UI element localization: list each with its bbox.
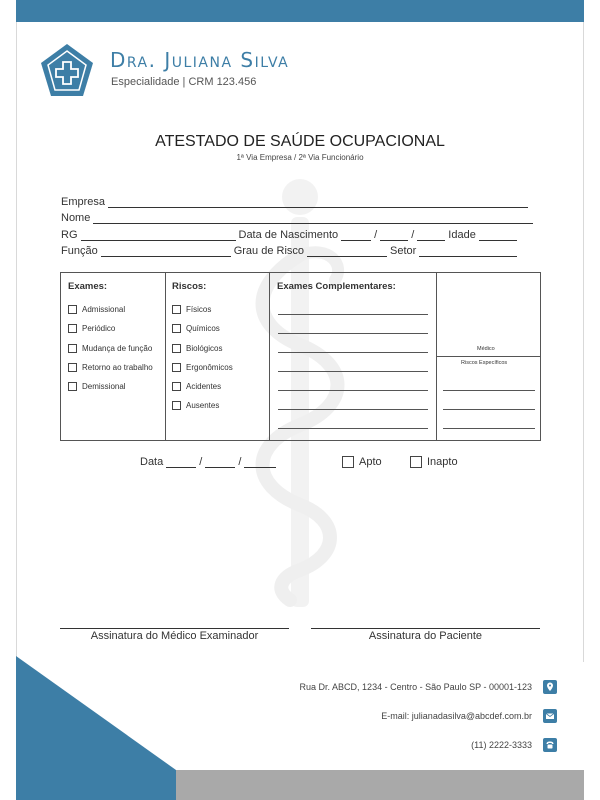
grau-risco-label: Grau de Risco xyxy=(233,245,305,257)
setor-blank[interactable] xyxy=(419,248,517,257)
document-title: ATESTADO DE SAÚDE OCUPACIONAL xyxy=(155,133,445,150)
apto-checkbox[interactable] xyxy=(342,456,354,468)
checkbox[interactable] xyxy=(172,324,181,333)
dob-year-blank[interactable] xyxy=(417,232,445,241)
corner-decoration xyxy=(16,656,176,770)
result-date-slash-2: / xyxy=(238,456,242,468)
complementares-line[interactable] xyxy=(278,371,428,372)
contact-email[interactable]: E-mail: julianadasilva@abcdef.com.br xyxy=(381,711,532,721)
empresa-field[interactable] xyxy=(61,196,531,208)
riscos-especificos-line[interactable] xyxy=(443,390,535,391)
bottom-band xyxy=(176,770,584,800)
checkbox[interactable] xyxy=(172,363,181,372)
checkbox-label: Ergonômicos xyxy=(186,363,233,372)
right-cell-divider xyxy=(436,356,541,357)
checkbox[interactable] xyxy=(68,324,77,333)
inapto-label: Inapto xyxy=(427,456,458,468)
nome-field[interactable] xyxy=(61,212,536,224)
grau-risco-blank[interactable] xyxy=(307,248,387,257)
funcao-label: Função xyxy=(61,245,98,257)
checkbox-label: Mudança de função xyxy=(82,344,153,353)
inapto-checkbox[interactable] xyxy=(410,456,422,468)
medico-label: Médico xyxy=(477,346,495,352)
checkbox[interactable] xyxy=(172,305,181,314)
phone-icon xyxy=(543,738,557,752)
funcao-row xyxy=(61,245,520,257)
risco-fisicos[interactable] xyxy=(172,305,211,314)
riscos-especificos-label: Riscos Específicos xyxy=(461,360,508,366)
medical-cross-icon xyxy=(38,42,96,100)
location-pin-icon xyxy=(543,680,557,694)
medico-signature-line[interactable] xyxy=(60,628,289,629)
setor-label: Setor xyxy=(390,245,417,257)
riscos-especificos-line[interactable] xyxy=(443,428,535,429)
funcao-blank[interactable] xyxy=(101,248,231,257)
checkbox-label: Retorno ao trabalho xyxy=(82,363,153,372)
complementares-line[interactable] xyxy=(278,428,428,429)
dob-month-blank[interactable] xyxy=(380,232,408,241)
risco-ergonomicos[interactable] xyxy=(172,363,233,372)
dob-slash-2: / xyxy=(411,229,415,241)
checkbox[interactable] xyxy=(172,382,181,391)
empresa-blank[interactable] xyxy=(108,199,528,208)
rg-dob-idade-row xyxy=(61,229,520,241)
bottom-band-accent xyxy=(16,770,176,800)
exame-periodico[interactable] xyxy=(68,324,115,333)
nome-blank[interactable] xyxy=(93,215,533,224)
medico-signature-label: Assinatura do Médico Examinador xyxy=(90,630,259,642)
dob-label: Data de Nascimento xyxy=(238,229,339,241)
inapto-option[interactable] xyxy=(410,456,458,468)
checkbox[interactable] xyxy=(172,344,181,353)
risco-quimicos[interactable] xyxy=(172,324,220,333)
exame-demissional[interactable] xyxy=(68,382,126,391)
exame-admissional[interactable] xyxy=(68,305,125,314)
top-band xyxy=(16,0,584,22)
envelope-icon xyxy=(543,709,557,723)
apto-label: Apto xyxy=(359,456,382,468)
checkbox-label: Acidentes xyxy=(186,382,222,391)
checkbox[interactable] xyxy=(68,382,77,391)
apto-option[interactable] xyxy=(342,456,382,468)
column-divider xyxy=(165,273,166,440)
complementares-line[interactable] xyxy=(278,333,428,334)
checkbox-label: Demissional xyxy=(82,382,126,391)
exame-mudanca-funcao[interactable] xyxy=(68,344,152,353)
exames-heading: Exames: xyxy=(68,281,108,292)
paciente-signature-line[interactable] xyxy=(311,628,540,629)
idade-blank[interactable] xyxy=(479,232,517,241)
column-divider xyxy=(269,273,270,440)
complementares-heading: Exames Complementares: xyxy=(277,281,396,292)
checkbox-label: Periódico xyxy=(82,324,116,333)
checkbox[interactable] xyxy=(172,401,181,410)
risco-biologicos[interactable] xyxy=(172,344,222,353)
checkbox-label: Admissional xyxy=(82,305,126,314)
exam-table xyxy=(60,272,541,441)
riscos-especificos-line[interactable] xyxy=(443,409,535,410)
checkbox-label: Químicos xyxy=(186,324,220,333)
result-year-blank[interactable] xyxy=(244,459,276,468)
nome-label: Nome xyxy=(61,212,91,224)
result-month-blank[interactable] xyxy=(205,459,235,468)
doctor-name: Dra. Juliana Silva xyxy=(110,48,290,72)
page-border-right xyxy=(583,22,584,662)
risco-ausentes[interactable] xyxy=(172,401,219,410)
page-border-left xyxy=(16,22,17,662)
rg-label: RG xyxy=(61,229,78,241)
result-date-slash-1: / xyxy=(199,456,203,468)
dob-slash-1: / xyxy=(374,229,378,241)
paciente-signature-label: Assinatura do Paciente xyxy=(368,630,483,642)
contact-phone[interactable]: (11) 2222-3333 xyxy=(471,740,532,750)
idade-label: Idade xyxy=(448,229,476,241)
dob-day-blank[interactable] xyxy=(341,232,371,241)
result-date-field xyxy=(140,456,279,468)
riscos-heading: Riscos: xyxy=(172,281,207,292)
checkbox-label: Ausentes xyxy=(186,401,220,410)
rg-blank[interactable] xyxy=(81,232,236,241)
checkbox-label: Físicos xyxy=(186,305,212,314)
result-day-blank[interactable] xyxy=(166,459,196,468)
exame-retorno-trabalho[interactable] xyxy=(68,363,153,372)
checkbox-label: Biológicos xyxy=(186,344,223,353)
complementares-line[interactable] xyxy=(278,409,428,410)
document-subtitle: 1ª Via Empresa / 2ª Via Funcionário xyxy=(236,153,364,162)
complementares-line[interactable] xyxy=(278,314,428,315)
empresa-label: Empresa xyxy=(61,196,106,208)
risco-acidentes[interactable] xyxy=(172,382,221,391)
doctor-specialty: Especialidade | CRM 123.456 xyxy=(111,76,257,88)
checkbox[interactable] xyxy=(68,363,77,372)
result-date-label: Data xyxy=(140,456,164,468)
contact-address: Rua Dr. ABCD, 1234 - Centro - São Paulo SP - 00001-123 xyxy=(299,682,532,692)
complementares-line[interactable] xyxy=(278,352,428,353)
checkbox[interactable] xyxy=(68,305,77,314)
complementares-line[interactable] xyxy=(278,390,428,391)
checkbox[interactable] xyxy=(68,344,77,353)
